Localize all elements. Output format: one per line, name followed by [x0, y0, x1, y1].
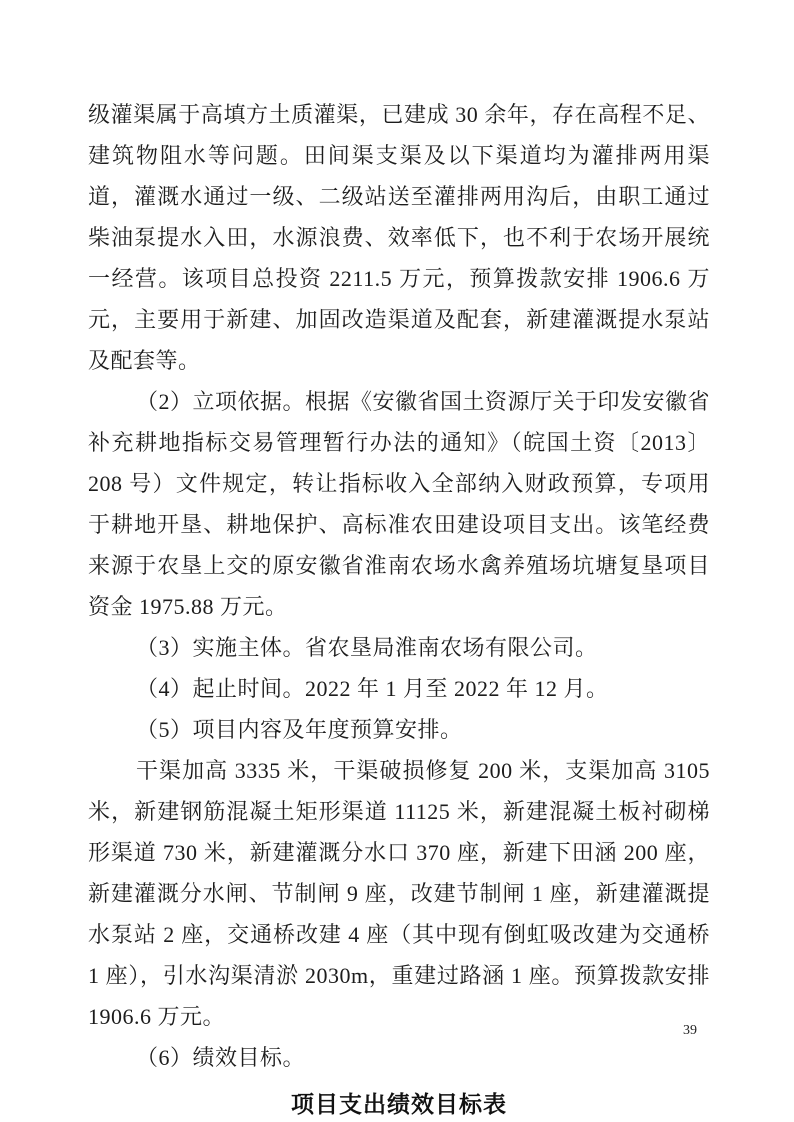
- page-body: [88, 94, 710, 1122]
- body-paragraph-item2: （2）立项依据。根据《安徽省国土资源厅关于印发安徽省补充耕地指标交易管理暂行办法的通知》（皖国土资〔2013〕208 号）文件规定，转让指标收入全部纳入财政预算，专项用于耕地开垦、耕地保护、高标准农田建设项目支出。该笔经费来源于农垦上交的原安徽省淮南农场水禽养殖场坑塘复垦项目资金 1975.88 万元。: [88, 389, 711, 619]
- page-number: 39: [683, 1023, 697, 1038]
- body-paragraph-continuation: 级灌渠属于高填方土质灌渠，已建成 30 余年，存在高程不足、建筑物阻水等问题。田间渠支渠及以下渠道均为灌排两用渠道，灌溉水通过一级、二级站送至灌排两用沟后，由职工通过柴油泵提水入田，水源浪费、效率低下，也不利于农场开展统一经营。该项目总投资 2211.5 万元，预算拨款安排 1906.6 万元，主要用于新建、加固改造渠道及配套，新建灌溉提水泵站及配套等。: [88, 102, 710, 373]
- body-paragraph-item3: （3）实施主体。省农垦局淮南农场有限公司。: [136, 635, 598, 660]
- body-paragraph-item6: （6）绩效目标。: [136, 1045, 306, 1070]
- body-paragraph-item5: （5）项目内容及年度预算安排。: [136, 717, 463, 742]
- body-paragraph-item4: （4）起止时间。2022 年 1 月至 2022 年 12 月。: [136, 676, 609, 701]
- body-paragraph-project-content: 干渠加高 3335 米，干渠破损修复 200 米，支渠加高 3105 米，新建钢筋混凝土矩形渠道 11125 米，新建混凝土板衬砌梯形渠道 730 米，新建灌溉分水口 370 座，新建下田涵 200 座，新建灌溉分水闸、节制闸 9 座，改建节制闸 1 座，新建灌溉提水泵站 2 座，交通桥改建 4 座（其中现有倒虹吸改建为交通桥 1 座），引水沟渠清淤 2030m，重建过路涵 1 座。预算拨款安排 1906.6 万元。: [88, 758, 710, 1029]
- table-title: 项目支出绩效目标表: [291, 1091, 507, 1117]
